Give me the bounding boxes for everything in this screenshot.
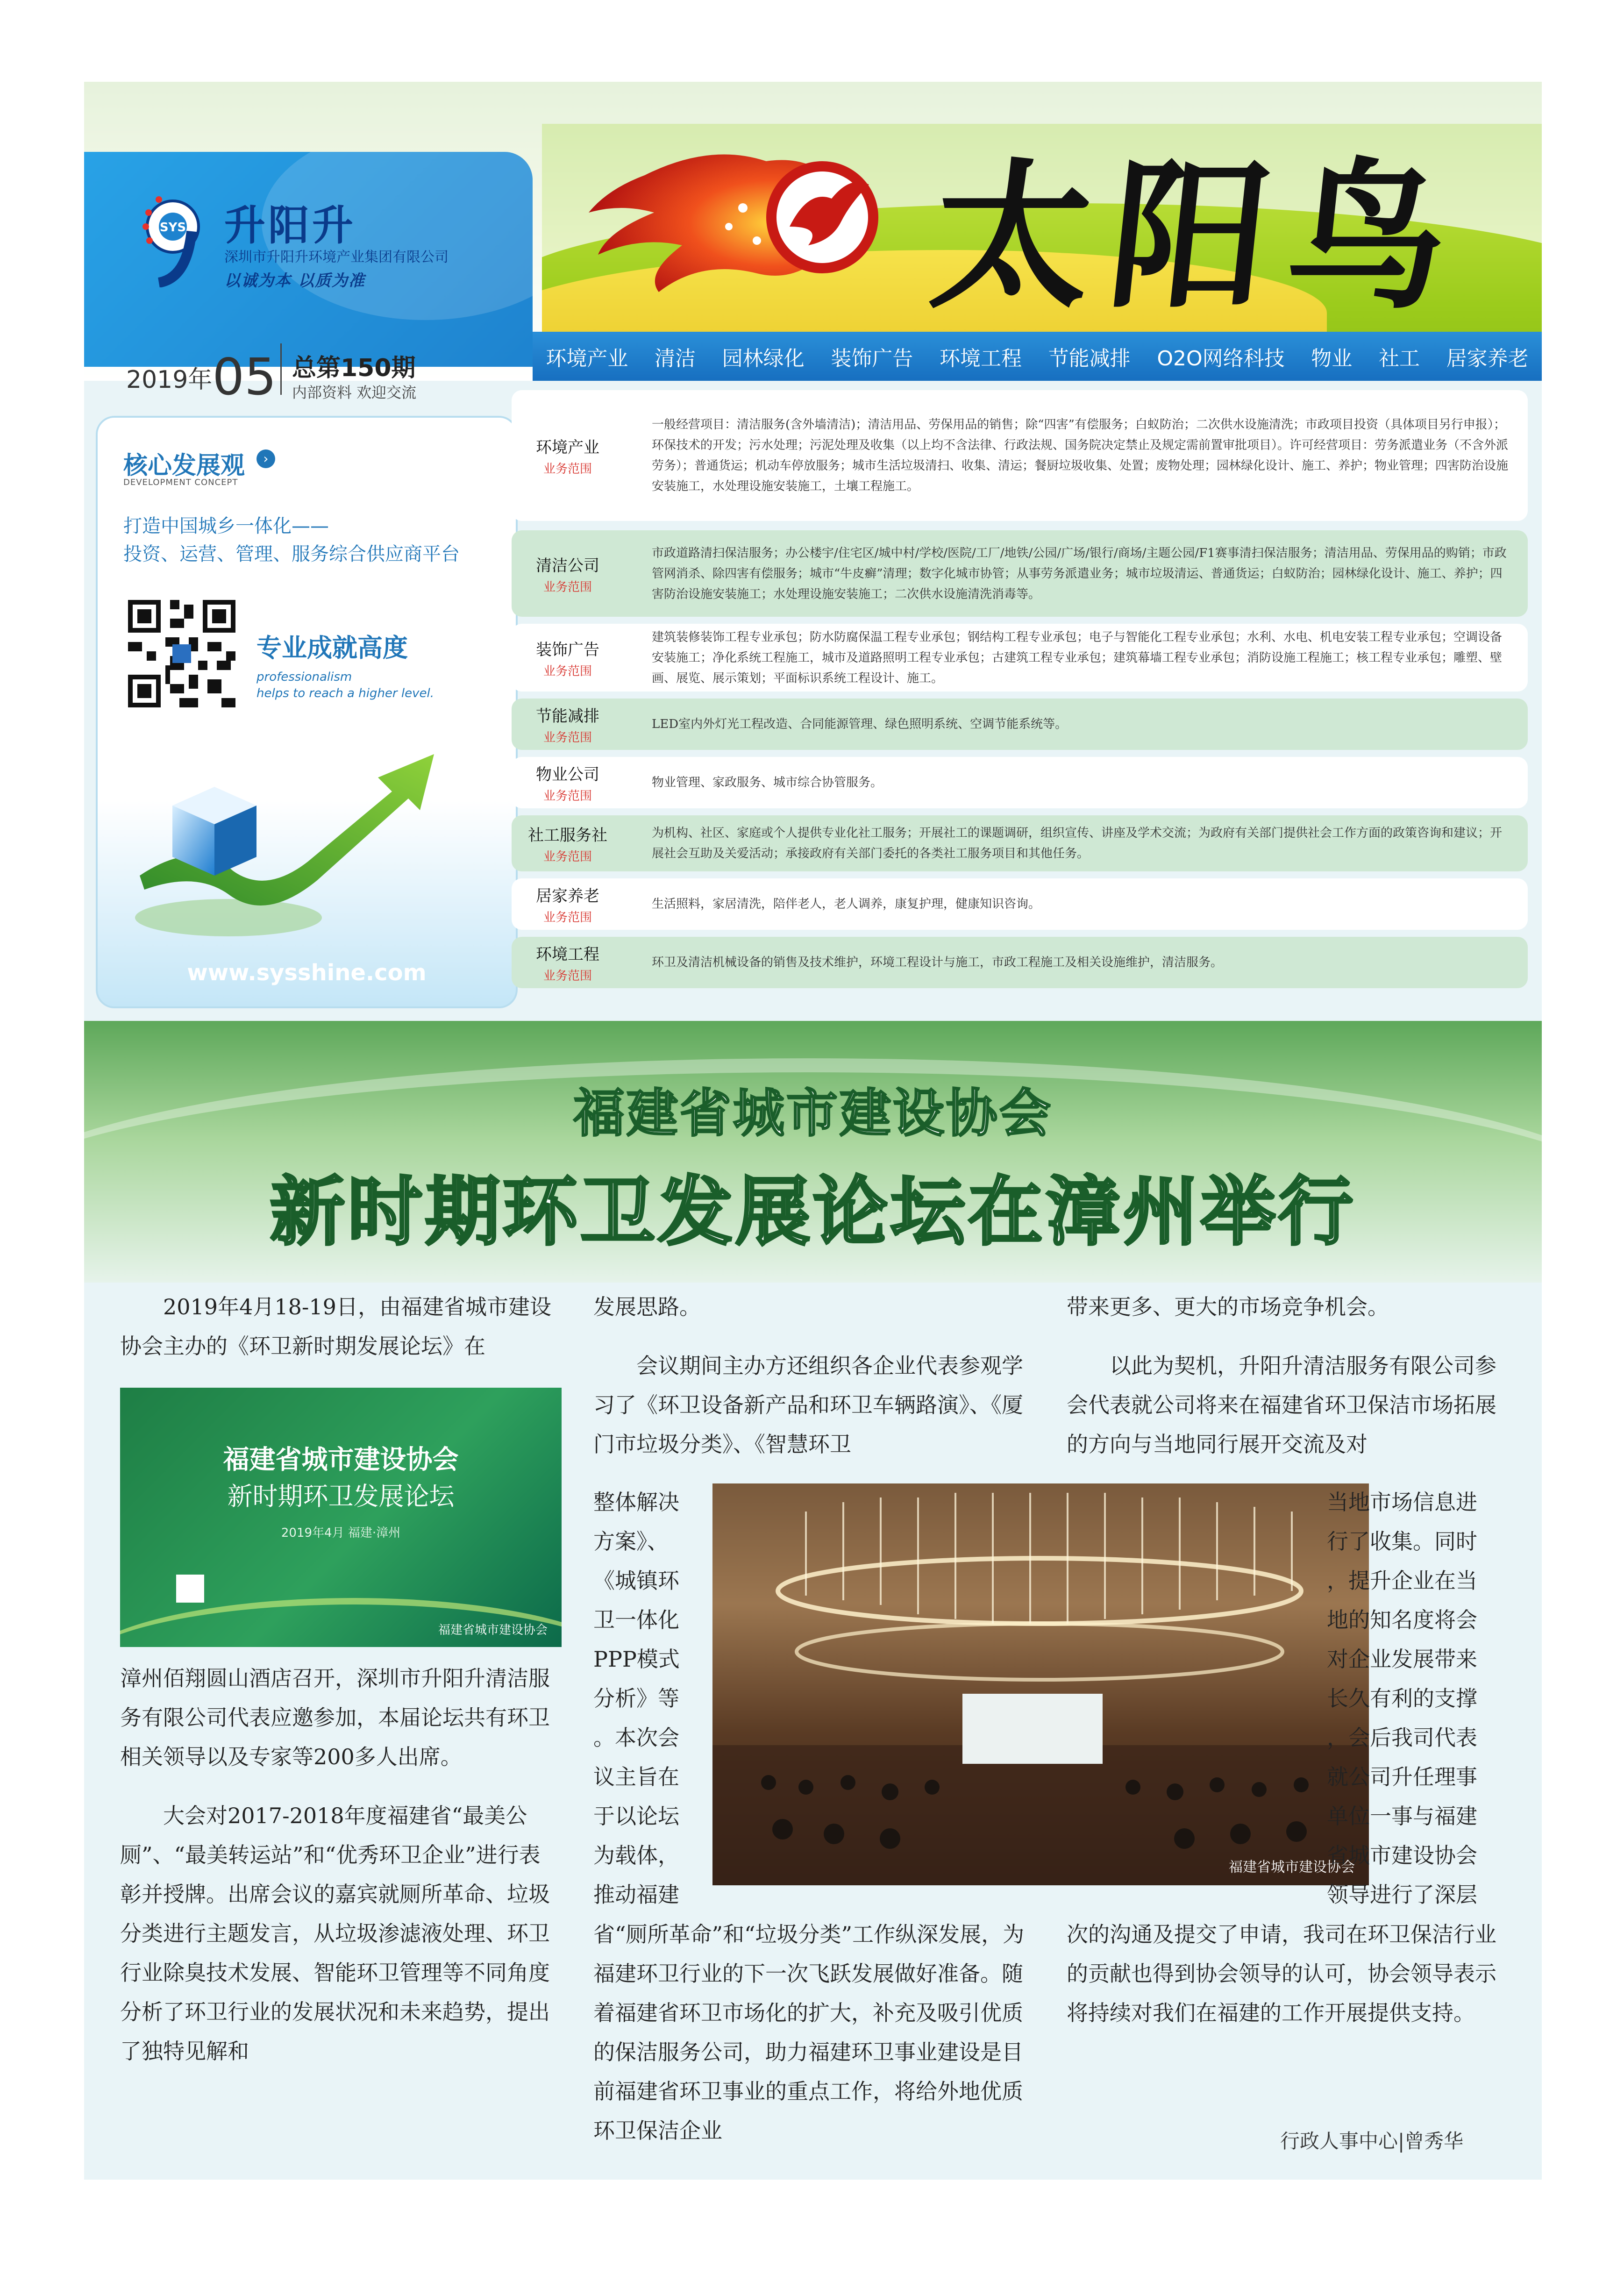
- photo-watermark: 福建省城市建设协会: [438, 1623, 548, 1637]
- nav-item: 装饰广告: [831, 346, 913, 371]
- paragraph: 省“厕所革命”和“垃圾分类”工作纵深发展，为福建环卫行业的下一次飞跃发展做好准备。随着福建省环卫市场化的扩大，补充及吸引优质的保洁服务公司，助力福建环卫事业建设是目前福建省环卫事业的重点工作，将给外地优质环卫保洁企业: [593, 1922, 1025, 2143]
- table-row: 环境工程 业务范围 环卫及清洁机械设备的销售及技术维护，环境工程设计与施工，市政工程施工及相关设施维护，清洁服务。: [512, 937, 1528, 988]
- concept-line-2: 投资、运营、管理、服务综合供应商平台: [123, 543, 460, 565]
- nav-item: O2O网络科技: [1157, 346, 1285, 371]
- concept-line-1: 打造中国城乡一体化——: [123, 515, 329, 537]
- table-row: 居家养老 业务范围 生活照料，家居清洗，陪伴老人，老人调养，康复护理，健康知识咨询。: [512, 878, 1528, 930]
- article-column-2: [593, 1915, 1035, 2150]
- row-text: 物业管理、家政服务、城市综合协管服务。: [652, 776, 883, 790]
- article-headline: 新时期环卫发展论坛在漳州举行: [270, 1168, 1356, 1255]
- photo-title-2: 新时期环卫发展论坛: [227, 1482, 455, 1511]
- article-column-3-narrow: 当地市场信息进 行了收集。同时 ，提升企业在当 地的知名度将会 对企业发展带来 长久有利的支撑 ，会后我司代表 就公司升任理事 单位一事与福建 省城市建设协会 领导进行了深层: [1327, 1490, 1477, 1907]
- issue-date: 2019年05: [126, 348, 277, 406]
- row-title: 清洁公司: [536, 556, 599, 575]
- issue-info: [84, 329, 533, 406]
- sunbird-logo-icon: [589, 133, 906, 301]
- brand-name: 升阳升: [224, 201, 356, 250]
- issue-note: 内部资料 欢迎交流: [292, 384, 417, 401]
- paragraph: 带来更多、更大的市场竞争机会。: [1067, 1294, 1389, 1319]
- row-title: 环境产业: [536, 438, 599, 457]
- paragraph: 漳州佰翔圆山酒店召开，深圳市升阳升清洁服务有限公司代表应邀参加，本届论坛共有环卫相关领导以及专家等200多人出席。: [120, 1666, 550, 1769]
- growth-arrow-icon: [112, 721, 504, 946]
- issue-number: 总第150期: [292, 354, 416, 382]
- article-column-1: [120, 1659, 562, 2071]
- row-text: LED室内外灯光工程改造、合同能源管理、绿色照明系统、空调节能系统等。: [652, 717, 1068, 731]
- company-slogan: 以诚为本 以质为准: [224, 271, 365, 290]
- concept-title-en: DEVELOPMENT CONCEPT: [123, 478, 238, 487]
- website-link[interactable]: www.sysshine.com: [187, 960, 427, 986]
- row-text: 市政道路清扫保洁服务；办公楼宇/住宅区/城中村/学校/医院/工厂/地铁/公园/广场/银行/商场/主题公园/F1赛事清扫保洁服务；清洁用品、劳保用品的购销；市政管网消杀、除四害有偿服务；城市“牛皮癣”清理；数字化城市协管；从事劳务派遣业务；城市垃圾清运、普通货运；白蚁防治；园林绿化设计、施工、养护；四害防治设施安装施工；水处理设施安装施工；二次供水设施清洗消毒等。: [652, 546, 1507, 601]
- row-title: 节能减排: [536, 707, 599, 726]
- table-row: 环境产业 业务范围 一般经营项目：清洁服务(含外墙清洁)；清洁用品、劳保用品的销售；除“四害”有偿服务；白蚁防治；二次供水设施清洗；市政项目投资（具体项目另行申报）；环保技术的开发；污水处理；污泥处理及收集（以上均不含法律、行政法规、国务院决定禁止及规定需前置审批项目）。许可经营项目：劳务派遣业务（不含外派劳务）；普通货运；机动车停放服务；城市生活垃圾清扫、收集、清运；餐厨垃圾收集、处置；废物处理；园林绿化设计、施工、养护；物业管理；四害防治设施安装施工，水处理设施安装施工，土壤工程施工。: [512, 390, 1528, 521]
- company-logo-icon: [140, 194, 206, 287]
- article-column-3: [1067, 1915, 1508, 2032]
- professional-slogan: 专业成就高度: [256, 633, 408, 663]
- qr-code-icon: [176, 1575, 204, 1603]
- table-row: 清洁公司 业务范围 市政道路清扫保洁服务；办公楼宇/住宅区/城中村/学校/医院/工厂/地铁/公园/广场/银行/商场/主题公园/F1赛事清扫保洁服务；清洁用品、劳保用品的购销；市政管网消杀、除四害有偿服务；城市“牛皮癣”清理；数字化城市协管；从事劳务派遣业务；城市垃圾清运、普通货运；白蚁防治；园林绿化设计、施工、养护；四害防治设施安装施工；水处理设施安装施工；二次供水设施清洗消毒等。: [512, 530, 1528, 617]
- nav-item: 社工: [1378, 346, 1420, 371]
- nav-item: 物业: [1311, 346, 1353, 371]
- paragraph: 大会对2017-2018年度福建省“最美公厕”、“最美转运站”和“优秀环卫企业”进行表彰并授牌。出席会议的嘉宾就厕所革命、垃圾分类进行主题发言，从垃圾渗滤液处理、环卫行业除臭技术发展、智能环卫管理等不同角度分析了环卫行业的发展状况和未来趋势，提出了独特见解和: [120, 1803, 550, 2064]
- row-title: 居家养老: [536, 887, 599, 906]
- nav-item: 节能减排: [1048, 346, 1131, 371]
- table-row: 社工服务社 业务范围 为机构、社区、家庭或个人提供专业化社工服务；开展社工的课题调研，组织宣传、讲座及学术交流；为政府有关部门提供社会工作方面的政策咨询和建议；开展社会互助及关爱活动；承接政府有关部门委托的各类社工服务项目和其他任务。: [512, 815, 1528, 871]
- photo-watermark: 福建省城市建设协会: [1229, 1859, 1355, 1875]
- paragraph: 会议期间主办方还组织各企业代表参观学习了《环卫设备新产品和环卫车辆路演》、《厦门市垃圾分类》、《智慧环卫: [593, 1353, 1023, 1457]
- qr-code-icon: [123, 595, 240, 712]
- development-concept-panel: [96, 416, 518, 1008]
- row-text: 环卫及清洁机械设备的销售及技术维护，环境工程设计与施工，市政工程施工及相关设施维护，清洁服务。: [652, 955, 1223, 970]
- row-title: 装饰广告: [536, 640, 599, 659]
- article-column-1-top: [120, 1287, 562, 1366]
- row-text: 一般经营项目：清洁服务(含外墙清洁)；清洁用品、劳保用品的销售；除“四害”有偿服务；白蚁防治；二次供水设施清洗；市政项目投资（具体项目另行申报）；环保技术的开发；污水处理；污泥处理及收集（以上均不含法律、行政法规、国务院决定禁止及规定需前置审批项目）。许可经营项目：劳务派遣业务（不含外派劳务）；普通货运；机动车停放服务；城市生活垃圾清扫、收集、清运；餐厨垃圾收集、处置；废物处理；园林绿化设计、施工、养护；物业管理；四害防治设施安装施工，水处理设施安装施工，土壤工程施工。: [652, 418, 1509, 493]
- photo-title-1: 福建省城市建设协会: [223, 1445, 459, 1475]
- professional-slogan-en2: helps to reach a higher level.: [256, 686, 434, 700]
- svg-text:SYS: SYS: [159, 221, 186, 235]
- row-title: 环境工程: [536, 945, 599, 964]
- nav-item: 环境工程: [940, 346, 1022, 371]
- row-text: 生活照料，家居清洗，陪伴老人，老人调养，康复护理，健康知识咨询。: [652, 897, 1041, 911]
- newsletter-title: 太阳鸟: [923, 143, 1476, 330]
- company-name: 深圳市升阳升环境产业集团有限公司: [224, 249, 449, 265]
- nav-item: 清洁: [655, 346, 696, 371]
- article-author: 行政人事中心|曾秀华: [1280, 2130, 1464, 2153]
- masthead: [84, 82, 1542, 406]
- article-kicker: 福建省城市建设协会: [573, 1084, 1053, 1143]
- projection-screen: [962, 1694, 1103, 1764]
- conference-hall-photo: [712, 1483, 1369, 1885]
- nav-item: 环境产业: [546, 346, 628, 371]
- table-row: 物业公司 业务范围 物业管理、家政服务、城市综合协管服务。: [512, 757, 1528, 808]
- forum-banner-photo: [120, 1388, 562, 1647]
- nav-item: 居家养老: [1446, 346, 1529, 371]
- paragraph: 发展思路。: [593, 1294, 701, 1319]
- arrow-right-icon: ›: [256, 449, 275, 468]
- table-row: 节能减排 业务范围 LED室内外灯光工程改造、合同能源管理、绿色照明系统、空调节能系统等。: [512, 699, 1528, 750]
- article-column-3-top: [1067, 1287, 1508, 1464]
- row-text: 为机构、社区、家庭或个人提供专业化社工服务；开展社工的课题调研，组织宣传、讲座及学术交流；为政府有关部门提供社会工作方面的政策咨询和建议；开展社会互助及关爱活动；承接政府有关部门委托的各类社工服务项目和其他任务。: [652, 826, 1503, 861]
- nav-item: 园林绿化: [722, 346, 805, 371]
- paragraph: 次的沟通及提交了申请，我司在环卫保洁行业的贡献也得到协会领导的认可，协会领导表示将持续对我们在福建的工作开展提供支持。: [1067, 1922, 1496, 2025]
- paragraph: 以此为契机，升阳升清洁服务有限公司参会代表就公司将来在福建省环卫保洁市场拓展的方向与当地同行展开交流及对: [1067, 1353, 1496, 1457]
- photo-date: 2019年4月 福建·漳州: [281, 1526, 401, 1540]
- business-nav: [533, 332, 1542, 381]
- paragraph: 2019年4月18-19日，由福建省城市建设协会主办的《环卫新时期发展论坛》在: [120, 1294, 551, 1359]
- table-row: 装饰广告 业务范围 建筑装修装饰工程专业承包；防水防腐保温工程专业承包；钢结构工程专业承包；电子与智能化工程专业承包；水利、水电、机电安装工程专业承包；空调设备安装施工；净化系统工程施工，城市及道路照明工程专业承包；古建筑工程专业承包；建筑幕墙工程专业承包；消防设施工程施工；核工程专业承包；雕塑、壁画、展览、展示策划；平面标识系统工程设计、施工。: [512, 624, 1528, 692]
- row-title: 社工服务社: [528, 826, 607, 845]
- row-title: 物业公司: [536, 765, 599, 784]
- newsletter-page: [84, 82, 1542, 2180]
- article-column-2-top: [593, 1287, 1035, 1464]
- row-text: 建筑装修装饰工程专业承包；防水防腐保温工程专业承包；钢结构工程专业承包；电子与智能化工程专业承包；水利、水电、机电安装工程专业承包；空调设备安装施工；净化系统工程施工，城市及道路照明工程专业承包；古建筑工程专业承包；建筑幕墙工程专业承包；消防设施工程施工；核工程专业承包；雕塑、壁画、展览、展示策划；平面标识系统工程设计、施工。: [652, 630, 1503, 685]
- concept-title: 核心发展观: [123, 452, 245, 480]
- article-column-2-narrow: 整体解决 方案》、 《城镇环 卫一体化 PPP模式 分析》等 。本次会 议主旨在 于以论坛 为载体， 推动福建: [593, 1490, 680, 1907]
- professional-slogan-en1: professionalism: [256, 670, 352, 684]
